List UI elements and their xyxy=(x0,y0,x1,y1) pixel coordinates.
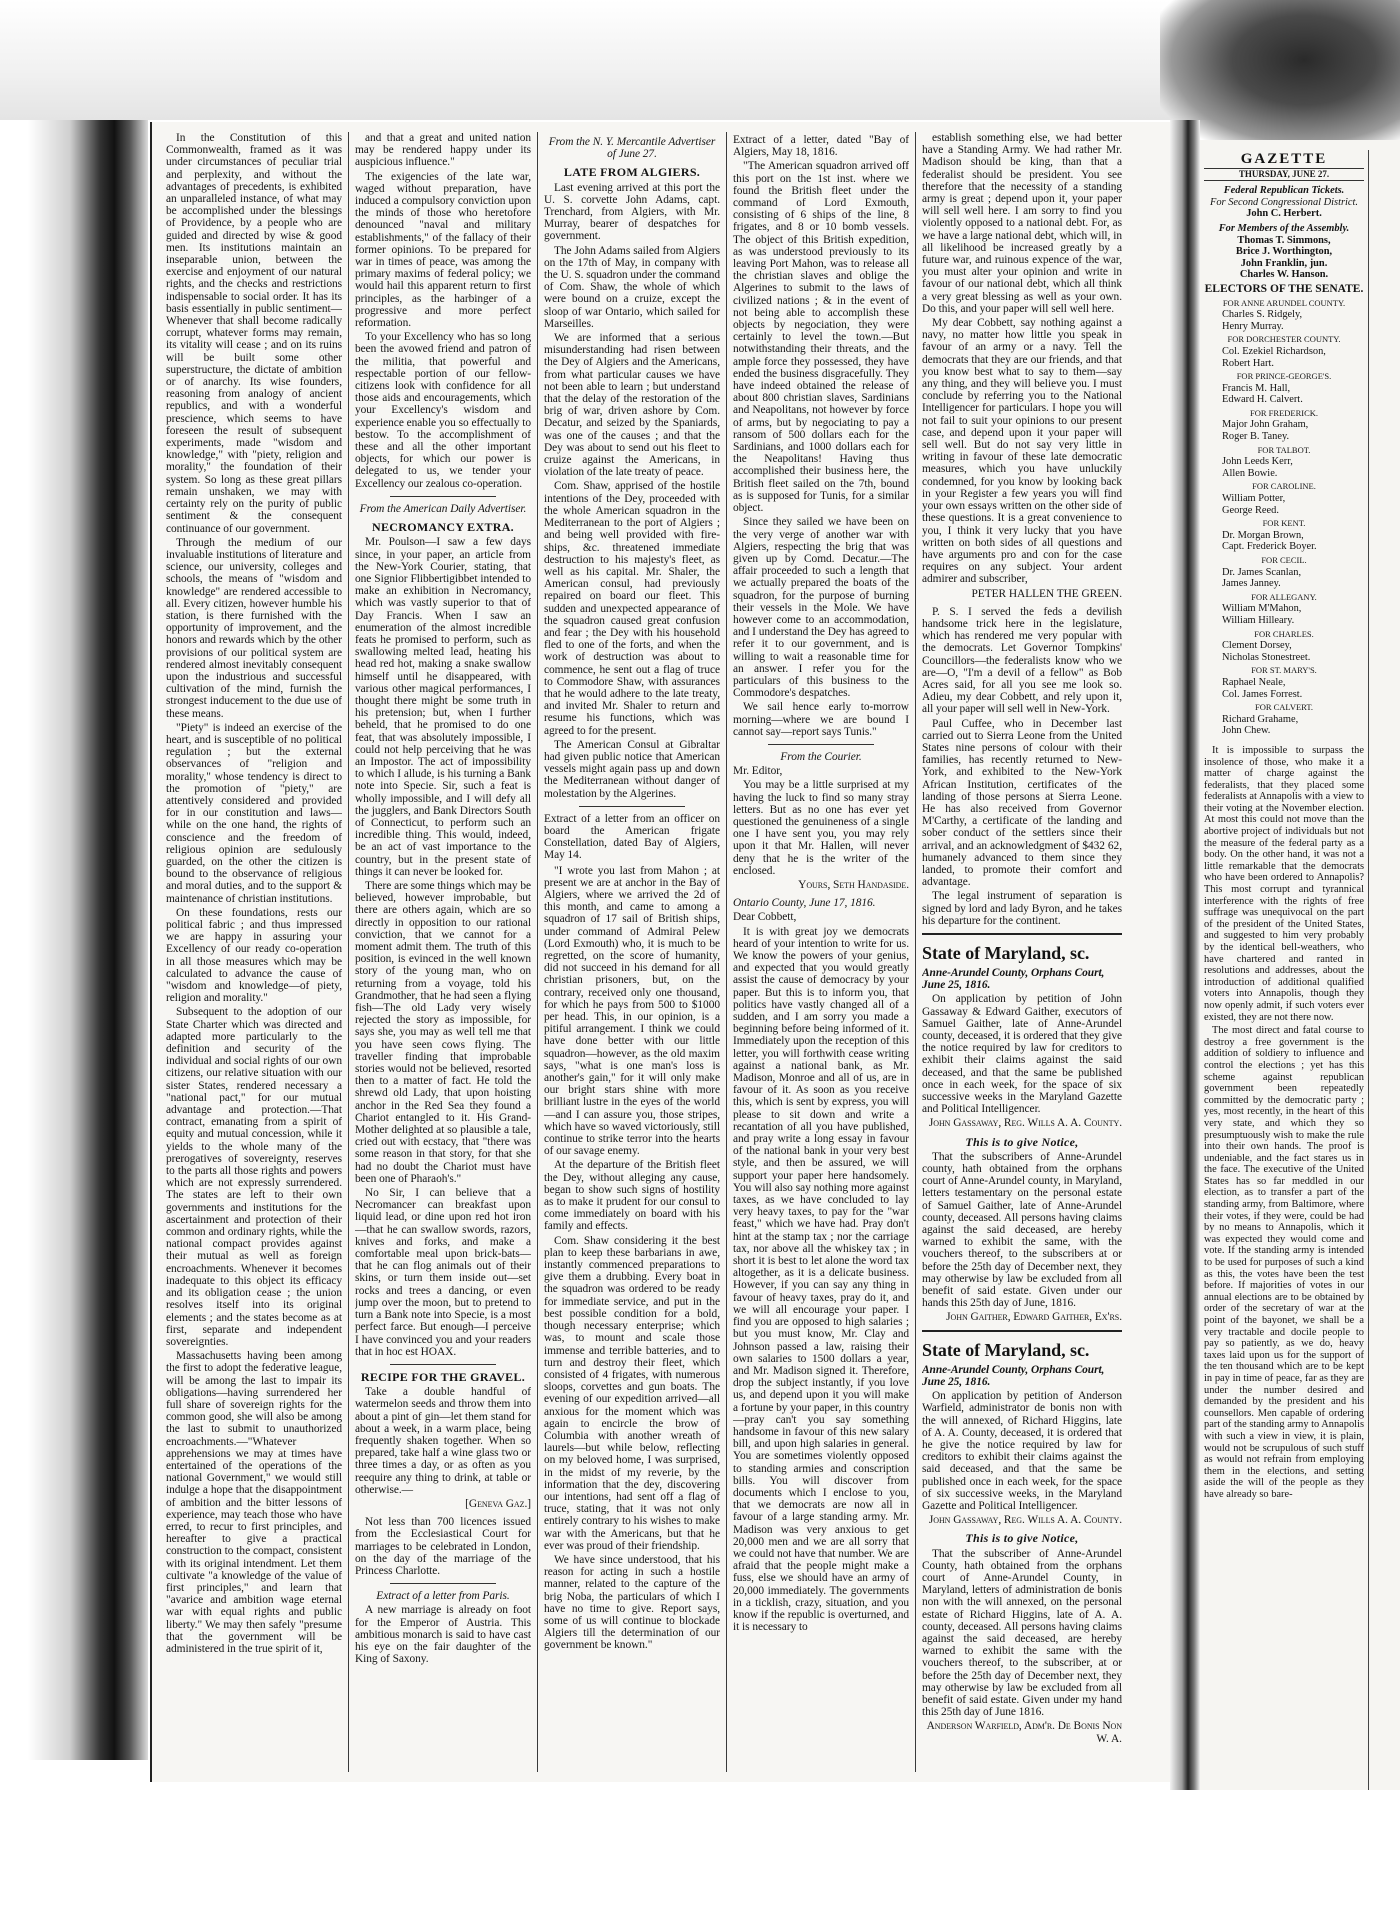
paragraph: The exigencies of the late war, waged without preparation, have induced a compulsory conviction upon the minds of those who heretofore denounced "naval and military establishments," of the fallacy of their former opinions. To be prepared for war in times of peace, was among the primary maxims of federal policy; we would hail this apparent return to first principles, as the harbinger of a progressive and more perfect reformation. xyxy=(355,170,531,330)
paragraph: "The American squadron arrived off this port on the 1st inst. where we found the British fleet under the command of Lord Exmouth, consisting of 6 ships of the line, 8 frigates, and 8 or 10 bomb vessels. The object of this British expedition, as was understood previously to its leaving Port Mahon, was to release all the christian slaves and oblige the Algerines to submit to the laws of civilized nations ; & in the event of not being able to accomplish these objects by negociation, they were certainly to level the town.—But notwithstanding their threats, and the ample force they possessed, they have ended the business disgracefully. They have indeed obtained the release of about 800 christian slaves, Sardinians and Neapolitans, not however by force of arms, but by negociating to pay a ransom of 500 dollars each for the Sardinians, and 1000 dollars each for the Neapolitans! Having thus accomplished their business here, the British fleet sailed on the 7th, bound as is supposed for Tunis, for a similar object. xyxy=(733,160,909,515)
paragraph: Com. Shaw, apprised of the hostile intentions of the Dey, proceeded with the whole American squadron in the Mediterranean to the port of Algiers ; and being well provided with fire-ships, &c. threatened immediate destruction to his majesty's fleet, as well as his capital. Mr. Shaler, the American consul, had previously repaired on board our fleet. This sudden and unexpected appearance of the squadron caused great confusion and fear ; the Dey with his household fled to one of the forts, and when the work of destruction was about to commence, he sent out a flag of truce to Commodore Shaw, with assurances that he would adhere to the late treaty, and invited Mr. Shaler to return and resume his functions, which was agreed to for the present. xyxy=(544,480,720,737)
elector-name: Col. Ezekiel Richardson, xyxy=(1222,345,1326,357)
paragraph: We sail hence early to-morrow morning—where we are bound I cannot say—report says Tunis." xyxy=(733,701,909,738)
signature: John Gaither, Edward Gaither, Ex'rs. xyxy=(946,1311,1122,1324)
col4-part-b xyxy=(733,779,909,877)
col2-part-a xyxy=(355,132,531,490)
column-2 xyxy=(355,132,531,1772)
divider xyxy=(390,1583,496,1584)
col5-part-c xyxy=(922,993,1122,1115)
divider xyxy=(390,496,496,497)
county-heading: FOR FREDERICK. xyxy=(1249,407,1318,418)
paragraph: That the subscriber of Anne-Arundel County, hath obtained from the orphans court of Anne-Arundel County, in Maryland, letters of administration de bonis non with the will annexed, on the personal estate of Richard Higgins, late of A. A. county, deceased. All persons having claims against the said deceased, are hereby warned to exhibit the same with the vouchers thereof, to the subscriber, at or before the 25th day of December next, they may otherwise by law be excluded from all benefit of said estate. Given under my hand this 25th day of June 1816. xyxy=(922,1547,1122,1719)
signature: Anderson Warfield, Adm'r. De Bonis Non W. A. xyxy=(926,1720,1122,1745)
elector-name: Capt. Frederick Boyer. xyxy=(1222,541,1317,553)
elector-name: George Reed. xyxy=(1222,504,1279,516)
col2-part-b xyxy=(355,536,531,1358)
ticket-heading: Federal Republican Tickets. xyxy=(1223,185,1345,197)
senate-heading: ELECTORS OF THE SENATE. xyxy=(1204,282,1364,295)
paragraph: "Piety" is indeed an exercise of the heart, and is susceptible of no political regulation ; but the external observances of "religion and morality," whose tendency is direct to the promotion of "piety," are attentively considered and provided for in our constitution and laws—while on the one hand, the rights of conscience and the freedom of religious opinion are sedulously guarded, on the other the citizen is bound to the observance of religious and moral duties, and to the support & maintenance of christian institutions. xyxy=(166,721,342,905)
col2-part-e xyxy=(355,1604,531,1665)
book-gutter xyxy=(1170,120,1200,1840)
masthead: GAZETTE xyxy=(1240,151,1328,167)
notice-heading: This is to give Notice, xyxy=(965,1134,1079,1149)
elector-name: James Janney. xyxy=(1222,578,1281,590)
elector-name: William Potter, xyxy=(1222,493,1286,505)
column-rule-1 xyxy=(348,132,349,1772)
source-credit: [Geneva Gaz.] xyxy=(465,1497,531,1510)
elector-name: Robert Hart. xyxy=(1222,357,1274,369)
col5-part-a xyxy=(922,132,1122,586)
elector-name: John Chew. xyxy=(1222,725,1271,737)
paragraph: The John Adams sailed from Algiers on the 17th of May, in company with the U. S. squadron under the command of Com. Shaw, the whole of which were bound on a cruize, except the sloop of war Ontario, which sailed for Marseilles. xyxy=(544,244,720,330)
col3-part-b xyxy=(544,865,720,1652)
paragraph: "I wrote you last from Mahon ; at present we are at anchor in the Bay of Algiers, where we arrived the 2d of this month, and came to among a squadron of 17 sail of British ships, under command of Admiral Pelew (Lord Exmouth) who, it is much to be regretted, on the score of humanity, did not succeed in his demand for all christian prisoners, but, on the contrary, received only one thousand, for which he pays from 500 to $1000 per head. This, in our opinion, is a pitiful arrangement. I think we could have done better with our little squadron—however, as the old maxim says, "what is one man's loss is another's gain," for it will only make our bright stars shine with more brilliant lustre in the eyes of the world—and I can assure you, those stripes, which have so waved victoriously, still continue to strike terror into the hearts of our savage enemy. xyxy=(544,864,720,1158)
article-heading: NECROMANCY EXTRA. xyxy=(372,520,514,535)
article-heading: LATE FROM ALGIERS. xyxy=(563,165,701,180)
paragraph: You may be a little surprised at my having the luck to find so many stray letters. But as no one has ever yet questioned the genuineness of a single one I have sent you, you may rely upon it that Mr. Hallen, will never deny that he is the writer of the enclosed. xyxy=(733,779,909,877)
notice-heading: This is to give Notice, xyxy=(965,1531,1079,1546)
elector-name: John Leeds Kerr, xyxy=(1222,456,1293,468)
county-heading: FOR KENT. xyxy=(1262,518,1306,529)
column-rule-facing xyxy=(1368,150,1369,1810)
congress-candidates xyxy=(1204,208,1364,220)
paragraph: Subsequent to the adoption of our State Charter which was directed and adapted more particularly to the definition and security of the individual and social rights of our own citizens, our relative situation with our sister States, rendered necessary a "national pact," for our mutual advantage and protection.—That contract, emanating from a spirit of equity and mutual concession, while it yields to the whole many of the prerogatives of sovereignty, reserves to the parts all those rights and powers which are not expressly surrendered. The states are left to their own governments and institutions for the ascertainment and protection of their common and ordinary rights, while the national compact provides against their mutual as well as foreign encroachments. Whenever it becomes inadequate to this object its efficacy and its obligation cease ; the union resolves itself into its original elements ; and the states become as at first, separate and independent sovereignties. xyxy=(166,1006,342,1348)
paragraph: A new marriage is already on foot for the Emperor of Austria. This ambitious monarch is said to have cast his eye on the fair daughter of the King of Saxony. xyxy=(355,1604,531,1666)
paragraph: Through the medium of our invaluable institutions of literature and science, our university, colleges and schools, the means of "wisdom and knowledge" are rendered accessible to all. Every citizen, however humble his station, is there furnished with the opportunity of improvement, and the honors and rewards which by the other provisions of our political system are rendered almost inevitably consequent upon the industrious and successful cultivation of the mind, furnish the strongest inducement to the due use of these means. xyxy=(166,536,342,720)
column-3 xyxy=(544,132,720,1772)
paragraph: On application by petition of John Gassaway & Edward Gaither, executors of Samuel Gaither, late of Anne-Arundel county, deceased, it is ordered that they give the notice required by law for creditors to exhibit their claims against the said deceased, and that the same be published once in each week, for the space of six successive weeks in the Maryland Gazette and Political Intelligencer. xyxy=(922,993,1122,1116)
paragraph: My dear Cobbett, say nothing against a navy, no matter how little you speak in favour of an army or a navy. Tell the democrats that they are our friends, and that you know best what to say to them—say any thing, and they will believe you. I must conclude by referring you to the National Intelligencer for particulars. I hope you will not fail to suit your opinions to our present case, and depend upon it your paper will sell well. But do not say very little in writing in favour of these late democratic measures, which you have unluckily condemned, for you know by looking back in your Register a few years you will find your own essays written on the other side of these questions. It is a great convenience to you, I think it very lucky that you have written on both sides of all questions and have arguments pro and con for the case requires on any subject. Your ardent admirer and subscriber, xyxy=(922,317,1122,586)
col5-part-f xyxy=(922,1548,1122,1719)
notice-heading: Anne-Arundel County, Orphans Court, June 25, 1816. xyxy=(922,967,1105,992)
paragraph: The legal instrument of separation is signed by lord and lady Byron, and he takes his departure for the continent. xyxy=(922,890,1122,927)
paragraph: On application by petition of Anderson Warfield, administrator de bonis non with the will annexed, of Richard Higgins, late of A. A. County, deceased, it is ordered that he give the notice required by law for creditors to exhibit their claims against the said deceased, and that the same be published once in each week, for the space of six successive weeks, in the Maryland Gazette and Political Intelligencer. xyxy=(922,1390,1122,1512)
column-rule-2 xyxy=(537,132,538,1772)
district-heading: For Second Congressional District. xyxy=(1210,196,1358,208)
county-heading: FOR CHARLES. xyxy=(1254,628,1314,639)
signature: John Gassaway, Reg. Wills A. A. County. xyxy=(928,1514,1122,1527)
column-1 xyxy=(166,132,342,1772)
paragraph: Charles W. Hanson. xyxy=(1239,269,1329,281)
county-heading: FOR PRINCE-GEORGE'S. xyxy=(1236,371,1332,382)
paragraph: On these foundations, rests our political fabric ; and thus impressed we are happy in assuring your Excellency of our ready co-operation in all those measures which may be calculated to advance the cause of "wisdom and knowledge—of piety, religion and morality." xyxy=(166,906,342,1005)
elector-name: Henry Murray. xyxy=(1222,320,1284,332)
paragraph: Brice J. Worthington, xyxy=(1235,246,1333,258)
paragraph: and that a great and united nation may be rendered happy under its auspicious influence." xyxy=(355,132,531,169)
facing-page-edge-column xyxy=(1372,150,1400,1810)
notice-title: State of Maryland, sc. xyxy=(922,943,1090,963)
paragraph: Paul Cuffee, who in December last carried out to Sierra Leone from the United States nine persons of colour with their families, has recently returned to New-York, and exhibited to the New-York African Institution, certificates of the landing of those persons at Sierra Leone. He has also received from Governor M'Carthy, a certificate of the landing and sober conduct of the settlers since their arrival, and an acknowledgment of $432 62, humanely advanced to them since they landed, to promote their comfort and advantage. xyxy=(922,717,1122,889)
col5-part-e xyxy=(922,1390,1122,1512)
salutation: Mr. Editor, xyxy=(733,765,783,778)
paragraph: We are informed that a serious misunderstanding had risen between the Dey of Algiers and the Americans, from what particular causes we have not been able to learn ; but understand that the delay of the restoration of the brig of war, driven ashore by Com. Decatur, and seized by the Spaniards, was one of the causes ; and that the Dey was about to send out his fleet to cruize against the Americans, in violation of the late treaty of peace. xyxy=(544,332,720,479)
elector-name: Charles S. Ridgely, xyxy=(1222,309,1303,321)
county-heading: FOR ANNE ARUNDEL COUNTY. xyxy=(1222,297,1346,308)
elector-name: Richard Grahame, xyxy=(1222,713,1299,725)
county-heading: FOR CALVERT. xyxy=(1254,702,1314,713)
paragraph: Com. Shaw considering it the best plan to keep these barbarians in awe, instantly commenced preparations to give them a drubbing. Every boat in the squadron was ordered to be ready for immediate service, and put in the best possible condition for a bold, though necessary enterprise; which was, to mount and scale those immense and terrible batteries, and to turn and destroy their fleet, which consisted of 4 frigates, with numerous sloops, corvettes and gun boats. The evening of our expedition arrived—all anxious for the moment which was again to encircle the brow of Columbia with another wreath of laurels—but while below, reflecting on my beloved home, I was surprised, in the midst of my reverie, by the information that the dey, discovering our intentions, had sent off a flag of truce, stating, that it was not only entirely contrary to his wishes to make war with the Americans, but that he ever was proud of their friendship. xyxy=(544,1234,720,1552)
divider xyxy=(579,806,685,807)
paragraph: Massachusetts having been among the first to adopt the federative league, will be among the last to impair its obligations—having surrendered her full share of sovereign rights for the common good, she will also be among the last to submit to unauthorized encroachments.—"Whatever apprehensions we may at times have entertained of the operations of the national Government," we would still indulge a hope that the disappointment of ambition and the bitter lessons of experience, may teach those who have erred, to recur to first principles, and hereafter to give a practical construction to the compact, consistent with its original intendment. Let them cultivate "a knowledge of the value of first principles," and learn that "avarice and ambition wage eternal war with equal rights and public liberty." We may then safely "presume that the government will be administered in the true spirit of it, xyxy=(166,1350,342,1655)
county-heading: FOR CECIL. xyxy=(1261,555,1307,565)
paragraph: John C. Herbert. xyxy=(1246,208,1322,220)
divider xyxy=(922,933,1122,935)
salutation: Dear Cobbett, xyxy=(733,911,797,924)
divider xyxy=(768,744,874,745)
paragraph: At the departure of the British fleet the Dey, without alleging any cause, began to show such signs of hostility as to make it prudent for our consul to come immediately on board with his family and effects. xyxy=(544,1159,720,1233)
elector-name: Edward H. Calvert. xyxy=(1222,394,1303,406)
elector-name: Clement Dorsey, xyxy=(1222,640,1292,652)
notice-title: State of Maryland, sc. xyxy=(922,1339,1090,1360)
paragraph: That the subscribers of Anne-Arundel county, hath obtained from the orphans court of Anne-Arundel county, in Maryland, letters testamentary on the personal estate of Samuel Gaither, late of Anne-Arundel county, deceased. All persons having claims against the said deceased, are hereby warned to exhibit the same, with the vouchers thereof, to the subscribers at or before the 25th day of December next, they may otherwise by law be excluded from all benefit of said estate. Given under our hands this 25th day of June, 1816. xyxy=(922,1150,1122,1310)
elector-name: Dr. Morgan Brown, xyxy=(1222,529,1304,541)
paragraph: We have since understood, that his reason for acting in such a hostile manner, related to the capture of the brig Noba, the particulars of which I have no time to give. Report says, some of us will continue to blockade Algiers till the determination of our government be known." xyxy=(544,1553,720,1652)
facing-page-column xyxy=(1204,150,1364,1810)
dateline: Ontario County, June 17, 1816. xyxy=(733,897,876,910)
signature: John Gassaway, Reg. Wills A. A. County. xyxy=(928,1117,1122,1130)
divider xyxy=(922,1330,1122,1332)
elector-name: Major John Graham, xyxy=(1222,419,1309,431)
paragraph: Last evening arrived at this port the U. S. corvette John Adams, capt. Trenchard, from Algiers, with Mr. Murray, bearer of despatches for government. xyxy=(544,181,720,243)
county-heading: FOR CAROLINE. xyxy=(1252,481,1316,492)
source-credit: From the American Daily Advertiser. xyxy=(359,502,527,515)
assembly-heading: For Members of the Assembly. xyxy=(1218,222,1350,234)
elector-name: Francis M. Hall, xyxy=(1222,382,1291,394)
scan-margin-bottom xyxy=(0,1790,1400,1909)
col2-part-c xyxy=(355,1386,531,1496)
paragraph: The American Consul at Gibraltar had given public notice that American vessels might again pass up and down the Mediterranean without danger of molestation by the Algerines. xyxy=(544,738,720,800)
divider xyxy=(390,1364,496,1365)
elector-name: Nicholas Stonestreet. xyxy=(1222,651,1311,663)
signature: PETER HALLEN THE GREEN. xyxy=(971,587,1122,600)
county-heading: FOR ALLEGANY. xyxy=(1251,591,1317,602)
paragraph: Since they sailed we have been on the very verge of another war with Algiers, respecting the brig that was given up by Comd. Decatur.—The affair proceeded to such a length that we actually prepared the boats of the squadron, for the purpose of burning their vessels in the Mole. We have however come to an accommodation, and I understand the Dey has agreed to refer it to our government, and is willing to wait a reasonable time for an answer. I refer you for the particulars of this business to the Commodore's despatches. xyxy=(733,516,909,700)
paragraph: Mr. Poulson—I saw a few days since, in your paper, an article from the New-York Courier, stating, that one Signior Flibbertigibbet intended to make an exhibition in Necromancy, which was vastly superior to that of Day Francis. When I saw an enumeration of the almost incredible feats he promised to perform, such as swallowing melted lead, heating his head red hot, making a snake swallow himself until he disappeared, with various other magical performances, I thought there might be some truth in his pretension; but, when I further beheld, that he promised to do one feat, that was absolutely impossible, I could not help perceiving that he was an Impostor. The act of impossibility to which I allude, is his turning a Bank note into Specie. Sir, such a feat is wholly impossible, and I will defy all the jugglers, and Bank Directors South of Connecticut, to perform such an incredible thing. This would, indeed, be an act of vast importance to the country, but in the present state of things it can never be looked for. xyxy=(355,536,531,878)
paragraph: It is with great joy we democrats heard of your intention to write for us. We know the powers of your genius, and expected that you would greatly assist the cause of democracy by your paper. But this is to inform you, that politics have vastly changed all of a sudden, and I am sorry you made a beginning before being informed of it. Immediately upon the reception of this letter, you will forthwith cease writing against a national bank, as Mr. Madison, Monroe and all of us, are in favour of it. As soon as you receive this, which is sent by express, you will please to sit down and write a recantation of all you have published, and pray write a long essay in favour of the national bank in your very best style, and then be assured, we will support your paper here handsomely. You will also say nothing more against taxes, as we have concluded to lay very heavy taxes, to pay for the "war feast," which we have had. Pray don't hint at the stamp tax ; nor the carriage tax, nor above all the whiskey tax ; in short it is best to let alone the word tax altogether, as it is a delicate business. However, if you can say any thing in favour of heavy taxes, pray do it, and we will all encourage your paper. I find you are opposed to high salaries ; but you must know, Mr. Clay and Johnson passed a law, raising their own salaries to 1500 dollars a year, and Mr. Madison signed it. Therefore, drop the subject instantly, if you love us, and depend upon it you will make a fortune by your paper, in this country—pray can't you say something handsome in favour of this new salary bill, and upon high salaries in general. You are sometimes violently opposed to standing armies and conscription bills. You will discover from documents which I enclose to you, that we democrats are now all in favour of a large standing army. Mr. Madison was very anxious to get 20,000 men and we are all sorry that we could not have that number. We are afraid that the people might make a fuss, else we should have an army of 20,000 immediately. The governments in a ticklish, crazy, situation, and you know if the republic is overturned, and it is necessary to xyxy=(733,925,909,1634)
newspaper-page xyxy=(150,122,1170,1782)
col3-part-a xyxy=(544,182,720,800)
signature: Yours, Seth Handaside. xyxy=(798,878,909,891)
facing-page xyxy=(1200,140,1400,1840)
notice-heading: Anne-Arundel County, Orphans Court, June 25, 1816. xyxy=(922,1363,1105,1388)
elector-name: Raphael Neale, xyxy=(1222,676,1286,688)
elector-name: William M'Mahon, xyxy=(1222,603,1302,615)
elector-name: Dr. James Scanlan, xyxy=(1222,566,1302,578)
col4-part-a xyxy=(733,160,909,738)
elector-name: Col. James Forrest. xyxy=(1222,688,1303,700)
column-rule-3 xyxy=(726,132,727,1772)
paragraph: No Sir, I can believe that a Necromancer can breakfast upon liquid lead, or dine upon red hot iron—that he can swallow swords, razors, knives and forks, and make a comfortable meal upon brick-bats—that he can flog animals out of their skins, or turn them inside out—set rocks and trees a dancing, or even jump over the moon, but to pretend to turn a Bank note into Specie, is a most perfect farce. But enough—I perceive I have convinced you and your readers that in hoc est HOAX. xyxy=(355,1187,531,1358)
column-rule-4 xyxy=(915,132,916,1772)
book-binding-left xyxy=(28,120,148,1760)
paragraph: establish something else, we had better have a Standing Army. We had rather Mr. Madison should be king, than that a federalist should be president. You see therefore that the necessity of a standing army is great ; depend upon it, your paper will sell well here. I am sorry to find you violently opposed to a national debt. For, as we have a large national debt, which will, in all likelihood be increased greatly by a future war, and ruinous expence of the war, you must alter your opinion and write in favour of our national debt, which all think a very great blessing as well as your own. Do this, and your paper will sell well here. xyxy=(922,132,1122,315)
paragraph: It is impossible to surpass the insolence of those, who make it a matter of charge against the federalists, that they placed some federalists at Annapolis with a view to their voting at the November election. At most this could not move than the abortive project of individuals but not the measure of the federal party as a body. On the other hand, it was not a little remarkable that the democrats who have been ordered to Annapolis? This most corrupt and tyrannical interference with the rights of free suffrage was unequivocal on the part of the president of the United States, and suggested to him very probably by the identical bell-weathers, who have chartered and ranted in resolutions and addresses, about the introduction of additional qualified voters into Annapolis, though they now openly admit, if such voters ever existed, they are not there now. xyxy=(1204,744,1364,1023)
paragraph: There are some things which may be believed, however improbable, but there are others again, which are so directly in opposition to our rational conviction, that we cannot for a moment admit them. The truth of this position, is evinced in the well known story of the young man, who on returning from a voyage, told his Grandmother, that he had seen a flying fish—The old Lady very wisely rejected the story as impossible, for says she, you may as well tell me that you have seen cows flying. The traveller finding that improbable stories would not be believed, resorted then to a matter of fact. He told the shrewd old Lady, that upon hoisting anchor in the Red Sea they found a Chariot entangled to it. His Grand-Mother delighted at so plausible a tale, cried out with ecstacy, that "there was some reason in that story, for that she had no doubt the Chariot must have been one of Pharaoh's." xyxy=(355,879,531,1185)
article-heading: Extract of a letter from an officer on board the American frigate Constellation, dated Bay of Algiers, May 14. xyxy=(544,812,720,862)
paragraph: In the Constitution of this Commonwealth, framed as it was under circumstances of peculiar trial and perplexity, and without the advantages of precedents, is exhibited an unparalleled instance, of what may be accomplished under the blessings of Providence, by a people who are guided and directed by wise & good men. Its institutions maintain an inseparable union, between the exercise and enjoyment of our natural rights, and the checks and restrictions indispensable to social order. It has its basis essentially in public sentiment—Whenever that shall become radically corrupt, whatever forms may remain, its vitality will cease ; and on its ruins will be built some other superstructure, the dictate of ambition or of anarchy. Its wise founders, reasoning from analogy of ancient republics, and with a wonderful prescience, which seems to have foreseen the result of subsequent experiments, made "wisdom and knowledge," with "piety, religion and morality," the foundation of their system. So long as these great pillars remain unshaken, we may with certainty rely on the purity of public sentiment & the consequent continuance of our government. xyxy=(166,132,342,535)
county-heading: FOR TALBOT. xyxy=(1257,444,1311,455)
source-credit: From the N. Y. Mercantile Advertiser of June 27. xyxy=(548,136,716,161)
col4-part-c xyxy=(733,926,909,1634)
column-4 xyxy=(733,132,909,1772)
paragraph: Thomas T. Simmons, xyxy=(1237,234,1331,246)
paragraph: P. S. I served the feds a devilish handsome trick here in the legislature, which has rendered me very popular with the democrats. Let Governor Tompkins' Councillors—the federalists know who we are—O, "I'm a devil of a fellow" as Bob Acres said, for all you see me look so. Adieu, my dear Cobbett, and rely upon it, all your paper will sell well in New-York. xyxy=(922,605,1122,716)
elector-name: William Hilleary. xyxy=(1222,614,1295,626)
county-electors xyxy=(1204,298,1364,737)
article-heading: Extract of a letter from Paris. xyxy=(376,1590,510,1603)
facing-page-body xyxy=(1204,745,1364,1501)
paragraph: John Franklin, jun. xyxy=(1240,257,1328,269)
col5-part-d xyxy=(922,1151,1122,1310)
paragraph: Not less than 700 licences issued from the Ecclesiastical Court for marriages to be celebrated in London, on the day of the marriage of the Princess Charlotte. xyxy=(355,1516,531,1577)
column-5 xyxy=(922,132,1122,1772)
county-heading: FOR ST. MARY'S. xyxy=(1251,665,1317,676)
paragraph: Take a double handful of watermelon seeds and throw them into about a pint of gin—let them stand for about a week, in a warm place, being frequently shaken together. When so prepared, take half a wine glass two or three times a day, or as often as you reequire any thing to drink, at table or otherwise.— xyxy=(355,1386,531,1496)
col5-part-b xyxy=(922,606,1122,927)
elector-name: Allen Bowie. xyxy=(1222,467,1278,479)
col2-part-d xyxy=(355,1516,531,1577)
date-line: THURSDAY, JUNE 27. xyxy=(1204,168,1364,182)
article-heading: RECIPE FOR THE GRAVEL. xyxy=(360,1369,526,1384)
source-credit: From the Courier. xyxy=(780,750,862,763)
paragraph: To your Excellency who has so long been the avowed friend and patron of the militia, that powerful and respectable portion of our fellow-citizens look with confidence for all those aids and encouragements, which your Excellency's wisdom and experience enable you so effectually to bestow. To the accomplishment of these and all the other important objects, for which our power is delegated to us, we tender your Excellency our zealous co-operation. xyxy=(355,331,531,490)
article-heading: Extract of a letter, dated "Bay of Algiers, May 18, 1816. xyxy=(733,134,909,159)
county-heading: FOR DORCHESTER COUNTY. xyxy=(1227,334,1341,345)
elector-name: Roger B. Taney. xyxy=(1222,431,1290,443)
assembly-candidates xyxy=(1204,235,1364,281)
paragraph: The most direct and fatal course to destroy a free government is the addition of soldiery to influence and control the elections ; yet has this scheme against republican government been repeatedly committed by the democratic party ; yes, most recently, in the heart of this very state, and which they so presumptuously wish to make the rule into their own hands. The proof is undeniable, and the fact stares us in the face. The executive of the United States has so far meddled in our election, as to transfer a part of the standing army, from Baltimore, where their votes, if they were, could be had by no means to Annapolis, which it was expected they would come and vote. If the standing army is intended to be used for purposes of such a kind as this, the votes have been the test before. If majorities of votes in our annual elections are to be obtained by order of the secretary of war at the point of the bayonet, we shall be a very tractable and docile people to pay so patiently, as we do, heavy taxes laid upon us for the support of the ten thousand which are to be kept in pay in time of peace, far as they are under the number desired and demanded by the president and his counsellors. Men capable of ordering part of the standing army to Annapolis with such a view in view, it is plain, would not be scrupulous of such stuff as would not refrain from employing them in the elections, and setting aside the will of the people as they have already so bare- xyxy=(1204,1025,1364,1500)
